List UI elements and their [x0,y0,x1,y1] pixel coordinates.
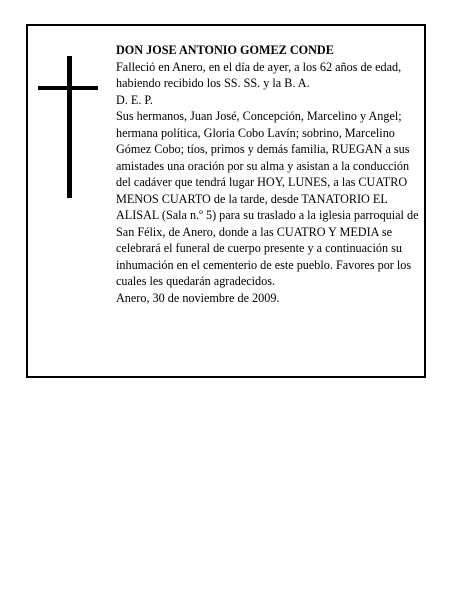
obituary-text [116,42,422,306]
cross-vertical-bar [67,56,72,198]
obituary-notice [26,24,426,378]
place-and-date: Anero, 30 de noviembre de 2009. [116,290,280,305]
cross-horizontal-bar [38,86,98,90]
rest-in-peace: D. E. P. [116,92,153,107]
obituary-body: Sus hermanos, Juan José, Concepción, Marcelino y Angel; hermana política, Gloria Cobo Lavín; sobrino, Marcelino Gómez Cobo; tíos, primos y demás familia, RUEGAN a sus amistades una oración por su alma y asistan a la conducción del cadáver que tendrá lugar HOY, LUNES, a las CUATRO MENOS CUARTO de la tarde, desde TANATORIO EL ALISAL (Sala n.º 5) para su traslado a la iglesia parroquial de San Félix, de Anero, donde a las CUATRO Y MEDIA se celebrará el funeral de cuerpo presente y a continuación su inhumación en el cementerio de este pueblo. Favores por los cuales les quedarán agradecidos. [116,109,419,288]
deceased-name: DON JOSE ANTONIO GOMEZ CONDE [116,43,334,57]
death-announcement: Falleció en Anero, en el día de ayer, a los 62 años de edad, habiendo recibido los SS. SS. y la B. A. [116,59,402,90]
